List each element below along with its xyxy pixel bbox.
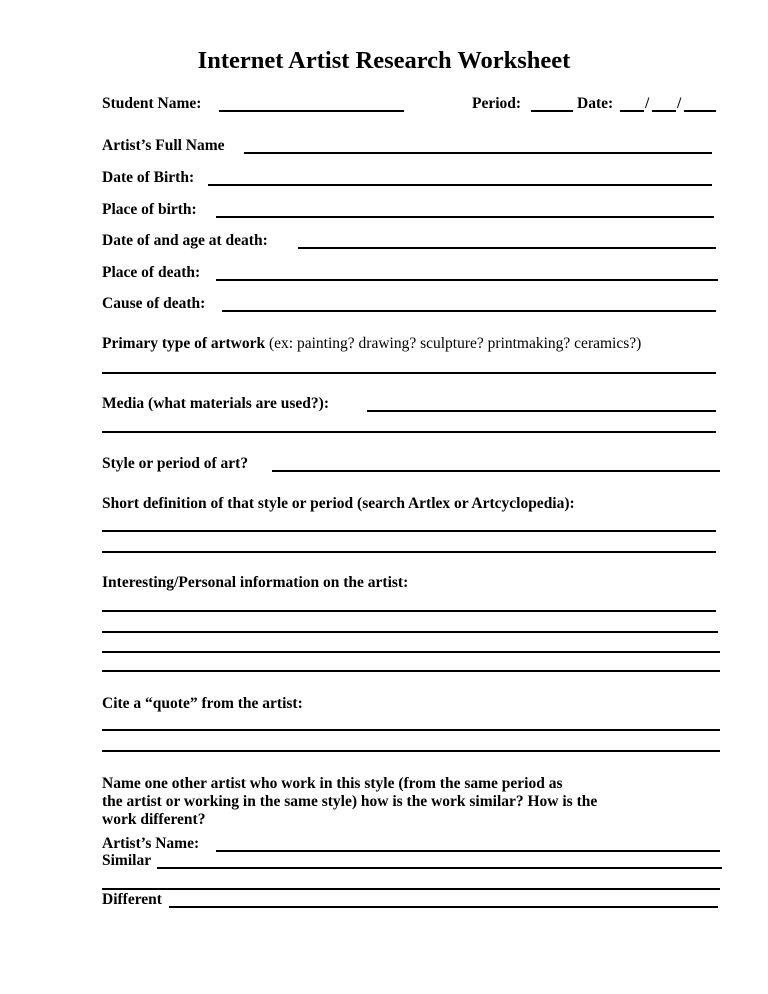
interesting-info-label: Interesting/Personal information on the artist:: [102, 574, 409, 591]
definition-answer-line[interactable]: [102, 551, 716, 553]
date-separator: /: [677, 95, 682, 112]
compare-instructions-line: work different?: [102, 811, 206, 828]
date-age-death-label: Date of and age at death:: [102, 232, 268, 249]
primary-type-label: Primary type of artwork: [102, 335, 266, 352]
media-field[interactable]: [367, 410, 716, 412]
cause-of-death-field[interactable]: [222, 310, 716, 312]
interesting-info-answer-line[interactable]: [102, 670, 720, 672]
page-title: Internet Artist Research Worksheet: [197, 47, 571, 74]
compare-instructions-line: the artist or working in the same style) how is the work similar? How is the: [102, 793, 598, 810]
primary-type-question: [102, 335, 641, 353]
interesting-info-answer-line[interactable]: [102, 610, 716, 612]
definition-answer-line[interactable]: [102, 530, 716, 532]
student-name-field[interactable]: [219, 110, 404, 112]
place-of-death-field[interactable]: [216, 279, 718, 281]
period-field[interactable]: [531, 110, 573, 112]
different-label: Different: [102, 891, 162, 908]
style-period-label: Style or period of art?: [102, 455, 249, 472]
date-label: Date:: [577, 95, 614, 112]
media-answer-line[interactable]: [102, 431, 716, 433]
other-artist-name-label: Artist’s Name:: [102, 835, 200, 852]
other-artist-name-field[interactable]: [216, 850, 720, 852]
style-period-field[interactable]: [272, 470, 720, 472]
date-of-birth-field[interactable]: [208, 184, 712, 186]
similar-field[interactable]: [157, 867, 722, 869]
artist-full-name-field[interactable]: [244, 152, 712, 154]
compare-instructions-line: Name one other artist who work in this style (from the same period as: [102, 775, 563, 792]
place-of-death-label: Place of death:: [102, 264, 201, 281]
primary-type-hint: (ex: painting? drawing? sculpture? printmaking? ceramics?): [269, 335, 642, 352]
period-label: Period:: [472, 95, 522, 112]
quote-answer-line[interactable]: [102, 750, 720, 752]
date-separator: /: [645, 95, 650, 112]
date-year-field[interactable]: [684, 110, 716, 112]
quote-answer-line[interactable]: [102, 729, 720, 731]
similar-answer-line[interactable]: [102, 888, 720, 890]
date-age-death-field[interactable]: [298, 247, 716, 249]
primary-type-answer-line[interactable]: [102, 372, 716, 374]
place-of-birth-field[interactable]: [216, 216, 714, 218]
artist-full-name-label: Artist’s Full Name: [102, 137, 225, 154]
date-of-birth-label: Date of Birth:: [102, 169, 195, 186]
similar-label: Similar: [102, 852, 152, 869]
media-label: Media (what materials are used?):: [102, 395, 330, 412]
date-month-field[interactable]: [620, 110, 644, 112]
place-of-birth-label: Place of birth:: [102, 201, 197, 218]
interesting-info-answer-line[interactable]: [102, 631, 718, 633]
definition-label: Short definition of that style or period (search Artlex or Artcyclopedia):: [102, 495, 575, 512]
cause-of-death-label: Cause of death:: [102, 295, 206, 312]
different-field[interactable]: [169, 906, 718, 908]
quote-label: Cite a “quote” from the artist:: [102, 695, 303, 712]
date-day-field[interactable]: [652, 110, 676, 112]
interesting-info-answer-line[interactable]: [102, 651, 720, 653]
student-name-label: Student Name:: [102, 95, 202, 112]
